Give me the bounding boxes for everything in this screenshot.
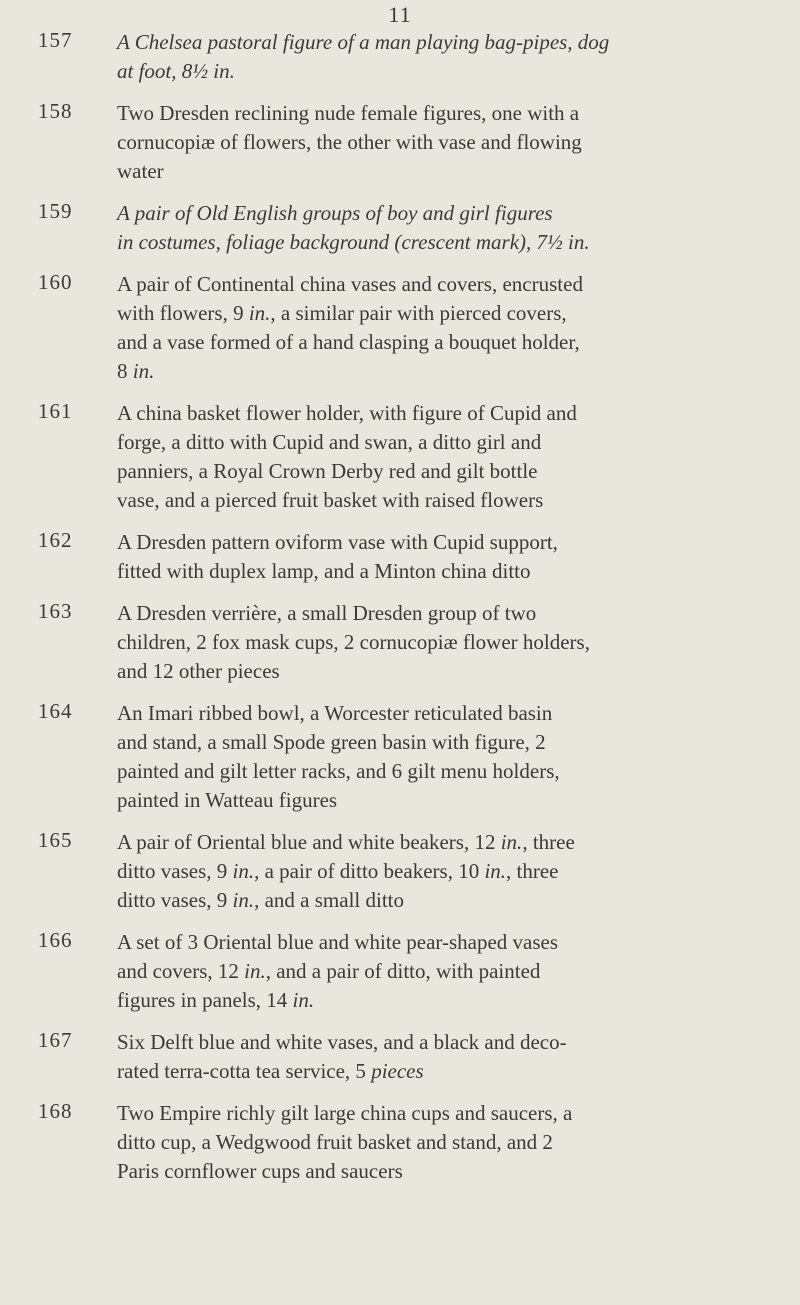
lot-number: 165	[38, 828, 73, 852]
lot-number: 163	[38, 599, 73, 623]
text-run: panniers, a Royal Crown Derby red and gilt bottle	[117, 459, 538, 483]
lot-description	[117, 828, 772, 915]
description-line	[117, 786, 772, 815]
lot-number: 167	[38, 1028, 73, 1052]
text-run: Two Dresden reclining nude female figures, one with a	[117, 101, 580, 125]
lot-number: 166	[38, 928, 73, 952]
description-line	[117, 1057, 772, 1086]
text-run: A Dresden pattern oviform vase with Cupid support,	[117, 530, 558, 554]
lot-entry	[0, 199, 800, 257]
italic-text: in.	[484, 859, 507, 883]
text-run: , three	[522, 830, 575, 854]
text-run: , and a small ditto	[254, 888, 404, 912]
italic-text: in.	[248, 301, 271, 325]
text-run: ditto vases, 9	[117, 888, 233, 912]
description-line	[117, 699, 772, 728]
text-run: and 12 other pieces	[117, 659, 280, 683]
lot-description	[117, 399, 772, 515]
lot-number: 164	[38, 699, 73, 723]
text-run: , three	[506, 859, 559, 883]
lot-number: 168	[38, 1099, 73, 1123]
italic-text: pieces	[371, 1059, 424, 1083]
italic-text: A pair of Old English groups of boy and girl figures	[117, 201, 553, 225]
italic-text: in costumes, foliage background (	[117, 230, 402, 254]
text-run: , a similar pair with pierced covers,	[270, 301, 567, 325]
italic-text: in.	[292, 988, 315, 1012]
description-line	[117, 228, 772, 257]
text-run: with flowers, 9	[117, 301, 249, 325]
description-line	[117, 328, 772, 357]
italic-text: in.	[500, 830, 523, 854]
text-run: Two Empire richly gilt large china cups and saucers, a	[117, 1101, 573, 1125]
text-run: and stand, a small Spode green basin with figure, 2	[117, 730, 546, 754]
description-line	[117, 828, 772, 857]
text-run: rated terra-cotta tea service, 5	[117, 1059, 372, 1083]
text-run: An Imari ribbed bowl, a Worcester reticulated basin	[117, 701, 553, 725]
description-line	[117, 199, 772, 228]
italic-text: in.	[232, 859, 255, 883]
italic-text: in.	[232, 888, 255, 912]
italic-text: in.	[244, 959, 266, 983]
lot-entry	[0, 828, 800, 915]
description-line	[117, 57, 772, 86]
text-run: cornucopiæ of flowers, the other with vase and flowing	[117, 130, 582, 154]
lot-entry	[0, 99, 800, 186]
lot-number: 160	[38, 270, 73, 294]
description-line	[117, 628, 772, 657]
lot-entry	[0, 528, 800, 586]
text-run: A set of 3 Oriental blue and white pear-shaped vases	[117, 930, 559, 954]
text-run: forge, a ditto with Cupid and swan, a ditto girl and	[117, 430, 542, 454]
lot-entry	[0, 399, 800, 515]
text-run: ditto vases, 9	[117, 859, 233, 883]
lot-entry	[0, 270, 800, 386]
text-run: Paris cornflower cups and saucers	[117, 1159, 403, 1183]
lot-description	[117, 99, 772, 186]
description-line	[117, 957, 772, 986]
text-run: A china basket flower holder, with figure of Cupid and	[117, 401, 577, 425]
description-line	[117, 986, 772, 1015]
text-run: ditto cup, a Wedgwood fruit basket and stand, and 2	[117, 1130, 553, 1154]
text-run: , and a pair of ditto, with painted	[265, 959, 541, 983]
page-number: 11	[388, 2, 412, 27]
italic-text: A Chelsea pastoral figure of a man playing bag-pipes, dog	[117, 30, 610, 54]
description-line	[117, 886, 772, 915]
description-line	[117, 528, 772, 557]
text-run: and covers, 12	[117, 959, 245, 983]
text-run: , a pair of ditto beakers, 10	[254, 859, 485, 883]
description-line	[117, 99, 772, 128]
lot-entry	[0, 699, 800, 815]
description-line	[117, 428, 772, 457]
lot-list	[0, 28, 800, 1199]
text-run: water	[117, 159, 164, 183]
description-line	[117, 857, 772, 886]
italic-text: at foot, 8½ in.	[117, 59, 235, 83]
text-run: A Dresden verrière, a small Dresden group of two	[117, 601, 537, 625]
lot-description	[117, 599, 772, 686]
text-run: vase, and a pierced fruit basket with raised flowers	[117, 488, 544, 512]
description-line	[117, 728, 772, 757]
italic-text: ), 7½ in.	[519, 230, 590, 254]
lot-entry	[0, 28, 800, 86]
text-run: fitted with duplex lamp, and a Minton china ditto	[117, 559, 531, 583]
lot-entry	[0, 599, 800, 686]
text-run: A pair of Continental china vases and covers, encrusted	[117, 272, 583, 296]
text-run: children, 2 fox mask cups, 2 cornucopiæ flower holders,	[117, 630, 590, 654]
lot-description	[117, 270, 772, 386]
description-line	[117, 757, 772, 786]
lot-entry	[0, 928, 800, 1015]
description-line	[117, 270, 772, 299]
lot-entry	[0, 1099, 800, 1186]
lot-number: 159	[38, 199, 73, 223]
lot-description	[117, 28, 772, 86]
description-line	[117, 399, 772, 428]
lot-number: 162	[38, 528, 73, 552]
description-line	[117, 1099, 772, 1128]
text-run: and a vase formed of a hand clasping a bouquet holder,	[117, 330, 580, 354]
description-line	[117, 557, 772, 586]
description-line	[117, 299, 772, 328]
description-line	[117, 128, 772, 157]
description-line	[117, 157, 772, 186]
text-run: A pair of Oriental blue and white beakers, 12	[117, 830, 501, 854]
text-run: painted and gilt letter racks, and 6 gilt menu holders,	[117, 759, 560, 783]
lot-description	[117, 528, 772, 586]
text-run: figures in panels, 14	[117, 988, 293, 1012]
text-run: painted in Watteau figures	[117, 788, 338, 812]
description-line	[117, 657, 772, 686]
lot-description	[117, 1099, 772, 1186]
text-run: 8	[117, 359, 133, 383]
description-line	[117, 599, 772, 628]
lot-number: 161	[38, 399, 73, 423]
lot-description	[117, 199, 772, 257]
description-line	[117, 1128, 772, 1157]
lot-number: 157	[38, 28, 73, 52]
lot-entry	[0, 1028, 800, 1086]
italic-text: crescent mark	[401, 230, 520, 254]
lot-description	[117, 699, 772, 815]
description-line	[117, 28, 772, 57]
description-line	[117, 457, 772, 486]
text-run: Six Delft blue and white vases, and a black and deco-	[117, 1030, 567, 1054]
lot-description	[117, 928, 772, 1015]
description-line	[117, 928, 772, 957]
italic-text: in.	[132, 359, 155, 383]
description-line	[117, 1028, 772, 1057]
description-line	[117, 486, 772, 515]
description-line	[117, 1157, 772, 1186]
description-line	[117, 357, 772, 386]
lot-description	[117, 1028, 772, 1086]
lot-number: 158	[38, 99, 73, 123]
